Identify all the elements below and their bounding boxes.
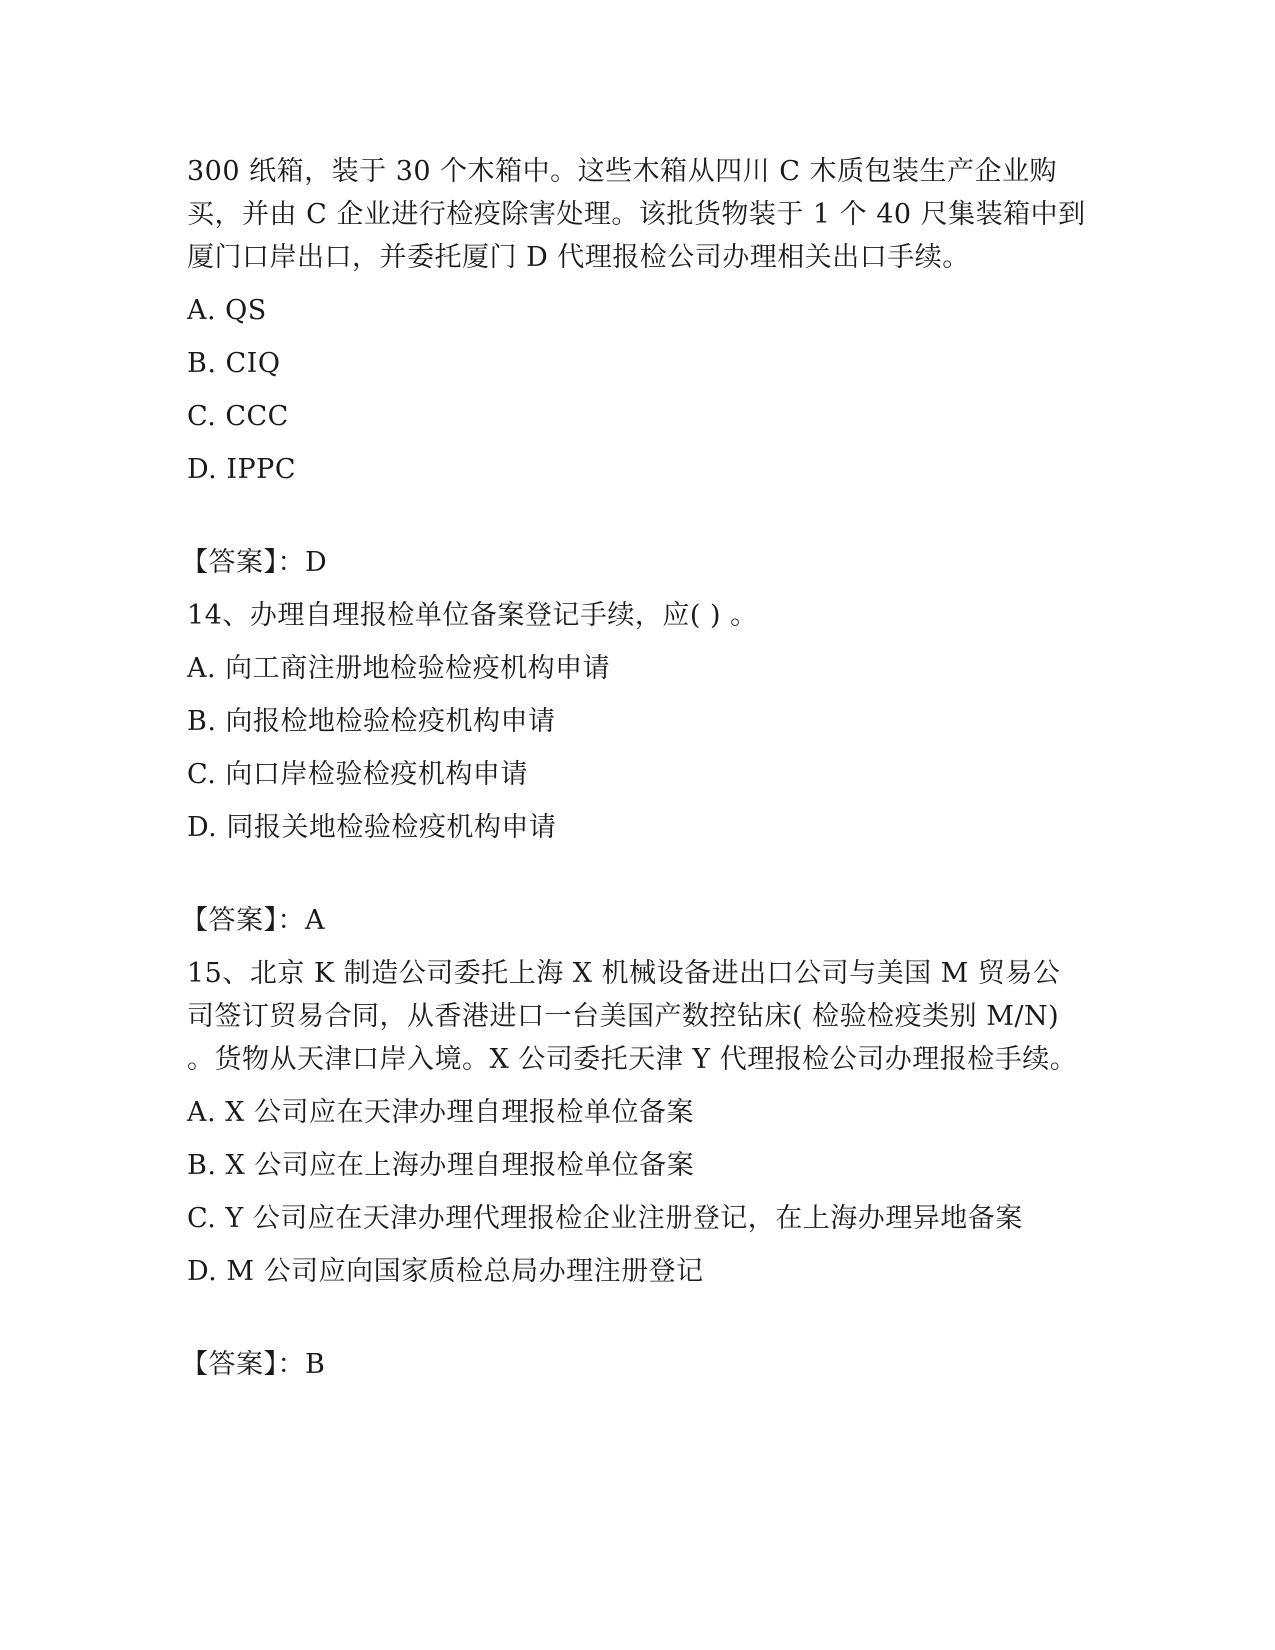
question-15-stem: 15、北京 K 制造公司委托上海 X 机械设备进出口公司与美国 M 贸易公司签订贸易合同，从香港进口一台美国产数控钻床( 检验检疫类别 M/N) 。货物从天津口岸入境。X 公司委托天津 Y 代理报检公司办理报检手续。 (187, 958, 1078, 1075)
question-13-stem: 300 纸箱，装于 30 个木箱中。这些木箱从四川 C 木质包装生产企业购买，并由 C 企业进行检疫除害处理。该批货物装于 1 个 40 尺集装箱中到厦门口岸出口，并委托厦门 D 代理报检公司办理相关出口手续。 (187, 156, 1086, 273)
question-14-stem: 14、办理自理报检单位备案登记手续，应( ) 。 (187, 600, 758, 631)
question-15-option-c: C. Y 公司应在天津办理代理报检企业注册登记，在上海办理异地备案 (187, 1203, 1023, 1234)
question-13-option-b: B. CIQ (187, 348, 281, 379)
question-13-option-c: C. CCC (187, 401, 289, 432)
question-15-option-d: D. M 公司应向国家质检总局办理注册登记 (187, 1256, 704, 1287)
question-14-option-a: A. 向工商注册地检验检疫机构申请 (187, 653, 611, 684)
question-13-answer: 【答案】：D (181, 547, 328, 578)
question-13-option-a: A. QS (187, 295, 267, 326)
question-14-answer: 【答案】：A (181, 905, 325, 936)
question-14-option-d: D. 同报关地检验检疫机构申请 (187, 812, 557, 843)
question-15-option-b: B. X 公司应在上海办理自理报检单位备案 (187, 1150, 695, 1181)
question-14-option-b: B. 向报检地检验检疫机构申请 (187, 706, 556, 737)
page-content (181, 150, 1087, 1386)
question-14-option-c: C. 向口岸检验检疫机构申请 (187, 759, 528, 790)
question-13-option-d: D. IPPC (187, 454, 297, 485)
question-15-answer: 【答案】：B (181, 1349, 326, 1380)
question-15-option-a: A. X 公司应在天津办理自理报检单位备案 (187, 1097, 694, 1128)
